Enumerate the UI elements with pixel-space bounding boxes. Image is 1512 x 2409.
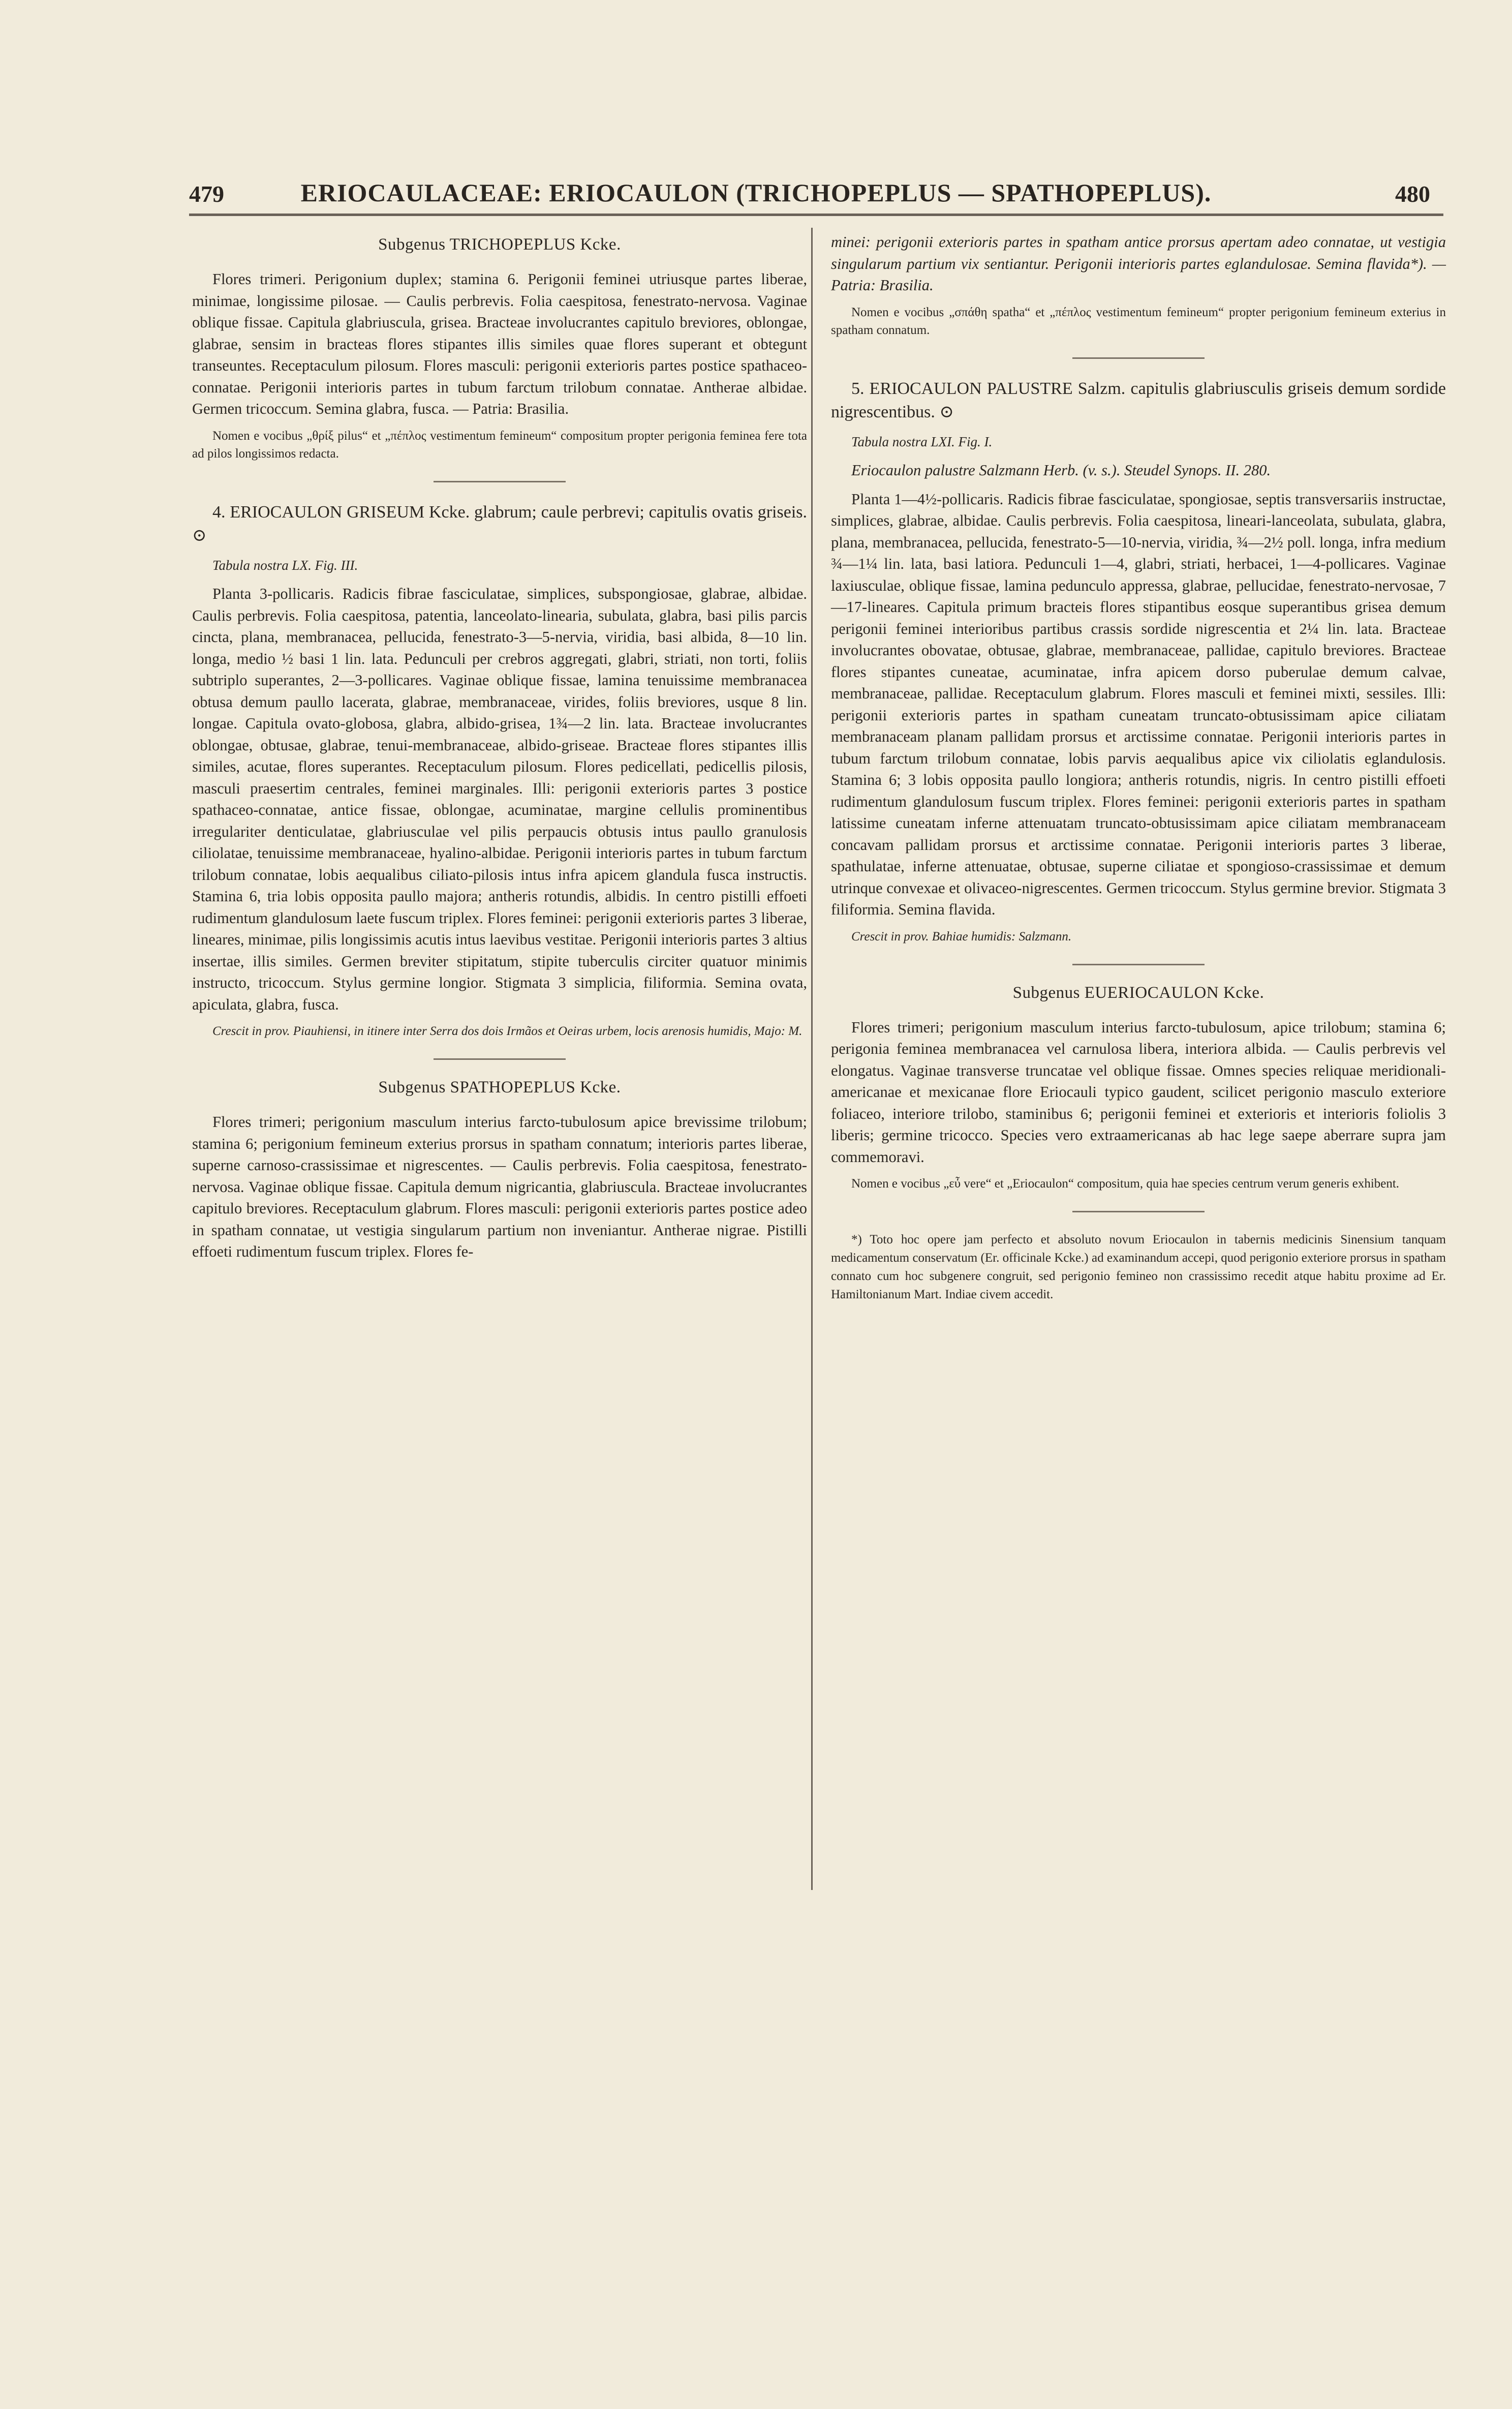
section-rule xyxy=(1072,964,1205,965)
locality-note: Crescit in prov. Bahiae humidis: Salzmann. xyxy=(851,929,1072,943)
section-rule xyxy=(434,481,566,482)
species-description: Planta 3-pollicaris. Radicis fibrae fasciculatae, simplices, subspongiosae, glabrae, albidae. Caulis perbrevis. Folia caespitosa, patentia, lanceolato-linearia, subulata, glabra, basi pilis parcis cincta, plana, membranacea, pellucida, fenestrato-3—5-nervia, viridia, basi albida, 8—10 lin. longa, medio ½ basi 1 lin. lata. Pedunculi per crebros aggregati, glabri, striati, non torti, foliis subtriplo superantes, 2—3-pollicares. Vaginae oblique fissae, lamina tenuissime membranacea obtusa demum paullo lacerata, glabrae, membranaceae, virides, foliis breviores, usque 8 lin. longae. Capitula ovato-globosa, glabra, albido-grisea, 1¾—2 lin. lata. Bracteae involucrantes oblongae, obtusae, glabrae, tenui-membranaceae, albido-griseae. Bracteae flores stipantes illis similes, acutae, flores superantes. Receptaculum pilosum. Flores pedicellati, pedicellis pilosis, masculi praesertim centrales, feminei marginales. Illi: perigonii exterioris partes 3 postice spathaceo-connatae, antice fissae, oblongae, acuminatae, margine cellulis prominentibus irregulariter denticulatae, glabriusculae vel pilis perpaucis obtusis intus paullo granulosis ciliolatae, tenuissime membranaceae, hyalino-albidae. Perigonii interioris partes in tubum farctum trilobum connatae, lobis aequalibus ciliato-pilosis intus infra apicem glandula fusca instructis. Stamina 6, tria lobis opposita paullo majora; antheris rotundis, albidis. In centro pistilli effoeti rudimentum glandulosum laete fuscum triplex. Flores feminei: perigonii exterioris partes 3 liberae, lineares, minimae, pilis longissimis acutis intus laevibus vestitae. Perigonii interioris partes 3 altius insertae, illis similes. Germen breviter stipitatum, stipite tuberculis circiter quatuor minimis instructo, tricoccum. Stylus germine longior. Stigmata 3 simplicia, filiformia. Semina ovata, apiculata, glabra, fusca. xyxy=(192,585,807,1013)
section-rule xyxy=(434,1058,566,1060)
species-heading: 5. ERIOCAULON PALUSTRE Salzm. capitulis glabriusculis griseis demum sordide nigrescentibus. ⊙ xyxy=(831,379,1446,421)
page-number-left: 479 xyxy=(189,181,224,207)
subgenus-heading: Subgenus SPATHOPEPLUS Kcke. xyxy=(378,1078,621,1096)
etymology-note: Nomen e vocibus „σπάθη spatha“ et „πέπλος vestimentum femineum“ propter perigonium femineum exterius in spatham connatum. xyxy=(831,305,1446,337)
footnote: *) Toto hoc opere jam perfecto et absoluto novum Eriocaulon in tabernis medicinis Sinensium tanquam medicamentum conservatum (Er. officinale Kcke.) ad examinandum accepi, quod perigonio exteriore prorsus in spatham connato cum hoc subgenere congruit, sed perigonio femineo non crassissimo recedit atque habitu proxime ad Er. Hamiltonianum Mart. Indiae civem accedit. xyxy=(831,1233,1446,1301)
etymology-note: Nomen e vocibus „εὖ vere“ et „Eriocaulon“ compositum, quia hae species centrum verum generis exhibent. xyxy=(851,1177,1400,1191)
species-heading: 4. ERIOCAULON GRISEUM Kcke. glabrum; caule perbrevi; capitulis ovatis griseis. ⊙ xyxy=(192,502,807,545)
column-divider xyxy=(811,228,813,1890)
subgenus-description: Flores trimeri; perigonium masculum interius farcto-tubulosum apice brevissime trilobum; stamina 6; perigonium femineum exterius prorsus in spatham connatum; interioris partes liberae, superne carnoso-crassissimae et nigrescentes. — Caulis perbrevis. Folia caespitosa, fenestrato-nervosa. Vaginae oblique fissae. Capitula demum nigricantia, glabriuscula. Bracteae involucrantes capitulo breviores. Receptaculum glabrum. Flores masculi: perigonii exterioris partes postice adeo in spatham connatae, ut vestigia singularum partium non inveniantur. Antherae nigrae. Pistilli effoeti rudimentum fuscum triplex. Flores fe- xyxy=(192,1113,807,1260)
footnote-rule xyxy=(1072,1211,1205,1212)
right-column xyxy=(831,231,1446,1311)
synonym: Eriocaulon palustre Salzmann Herb. (v. s.). Steudel Synops. II. 280. xyxy=(851,462,1271,479)
running-head: ERIOCAULACEAE: ERIOCAULON (TRICHOPEPLUS — SPATHOPEPLUS). xyxy=(300,178,1212,207)
continued-text: minei: perigonii exterioris partes in spatham antice prorsus apertam adeo connatae, ut vestigia singularum partium vix sentiantur. Perigonii interioris partes eglandulosae. Semina flavida*). — Patria: Brasilia. xyxy=(831,233,1446,294)
plate-reference: Tabula nostra LXI. Fig. I. xyxy=(851,434,993,449)
species-description: Planta 1—4½-pollicaris. Radicis fibrae fasciculatae, spongiosae, septis transversariis instructae, simplices, glabrae, albidae. Caulis perbrevis. Folia caespitosa, lineari-lanceolata, subulata, glabra, plana, membranacea, pellucida, fenestrato-5—10-nervia, viridia, ¾—2½ poll. longa, infra medium ¾—1¼ lin. lata, basi latiora. Pedunculi 1—4, glabri, striati, herbacei, 1—4-pollicares. Vaginae laxiusculae, oblique fissae, lamina pedunculo appressa, glabrae, pellucidae, fenestrato-nervosae, 7—17-lineares. Capitula primum bracteis flores stipantibus eosque superantibus grisea demum perigonii feminei interioribus partibus crassis sordide nigrescentia et 2¼ lin. lata. Bracteae involucrantes obovatae, obtusae, glabrae, membranaceae, pallidae, capitulo breviores. Bracteae flores stipantes cuneatae, acuminatae, infra apicem dorso puberulae demum calvae, membranaceae, pallidae. Receptaculum glabrum. Flores masculi et feminei mixti, sessiles. Illi: perigonii exterioris partes in spatham cuneatam truncato-obtusissimam apice ciliatam membranaceam planam pallidam prorsus et arctissime connatae. Perigonii interioris partes in tubum farctum trilobum connatae, lobis parvis aequalibus apice vix ciliolatis eglandulosis. Stamina 6; 3 lobis opposita paullo longiora; antheris rotundis, nigris. In centro pistilli effoeti rudimentum glandulosum fuscum triplex. Flores feminei: perigonii exterioris partes in spatham latissime cuneatam inferne attenuatam truncato-obtusissimam apice ciliatam membranaceam concavam pallidam prorsus et arctissime connatae. Perigonii interioris partes 3 liberae, spathulatae, inferne attenuatae, obtusae, superne ciliatae et spongioso-crassissimae et demum utrinque convexae et olivaceo-nigrescentes. Germen tricoccum. Stylus germine brevior. Stigmata 3 filiformia. Semina flavida. xyxy=(831,490,1446,918)
plate-reference: Tabula nostra LX. Fig. III. xyxy=(212,557,358,573)
page-number-right: 480 xyxy=(1395,181,1430,207)
etymology-note: Nomen e vocibus „θρίξ pilus“ et „πέπλος vestimentum femineum“ compositum propter perigonia feminea fere tota ad pilos longissimos redacta. xyxy=(192,429,807,461)
section-rule xyxy=(1072,357,1205,359)
subgenus-description: Flores trimeri; perigonium masculum interius farcto-tubulosum, apice trilobum; stamina 6; perigonia feminea membranacea vel carnulosa libera, interiora albida. — Caulis perbrevis vel elongatus. Vaginae transverse truncatae vel oblique fissae. Omnes species reliquae meridionali-americanae et mexicanae flore Eriocauli typico gaudent, scilicet perigonio masculo exteriore foliaceo, interiore trilobo, staminibus 6; perigonii feminei et exterioris et interioris foliolis 3 liberis; germine tricocco. Species vero extraamericanas ab hac lege saepe aberrare supra jam commemoravi. xyxy=(831,1018,1446,1166)
locality-note: Crescit in prov. Piauhiensi, in itinere inter Serra dos dois Irmãos et Oeiras urbem, locis arenosis humidis, Majo: M. xyxy=(212,1024,803,1038)
subgenus-heading: Subgenus TRICHOPEPLUS Kcke. xyxy=(378,235,621,254)
subgenus-description: Flores trimeri. Perigonium duplex; stamina 6. Perigonii feminei utriusque partes liberae, minimae, longissime pilosae. — Caulis perbrevis. Folia caespitosa, fenestrato-nervosa. Vaginae oblique fissae. Capitula glabriuscula, grisea. Bracteae involucrantes capitulo breviores, oblongae, glabrae, sensim in bracteas flores stipantes illis similes quae flores superant et obtegunt transeuntes. Receptaculum pilosum. Flores masculi: perigonii exterioris partes postice spathaceo-connatae. Perigonii interioris partes in tubum farctum trilobum connatae. Antherae albidae. Germen tricoccum. Semina glabra, fusca. — Patria: Brasilia. xyxy=(192,270,807,417)
left-column xyxy=(192,231,807,1270)
header-rule xyxy=(189,214,1443,216)
subgenus-heading: Subgenus EUERIOCAULON Kcke. xyxy=(1012,983,1264,1002)
